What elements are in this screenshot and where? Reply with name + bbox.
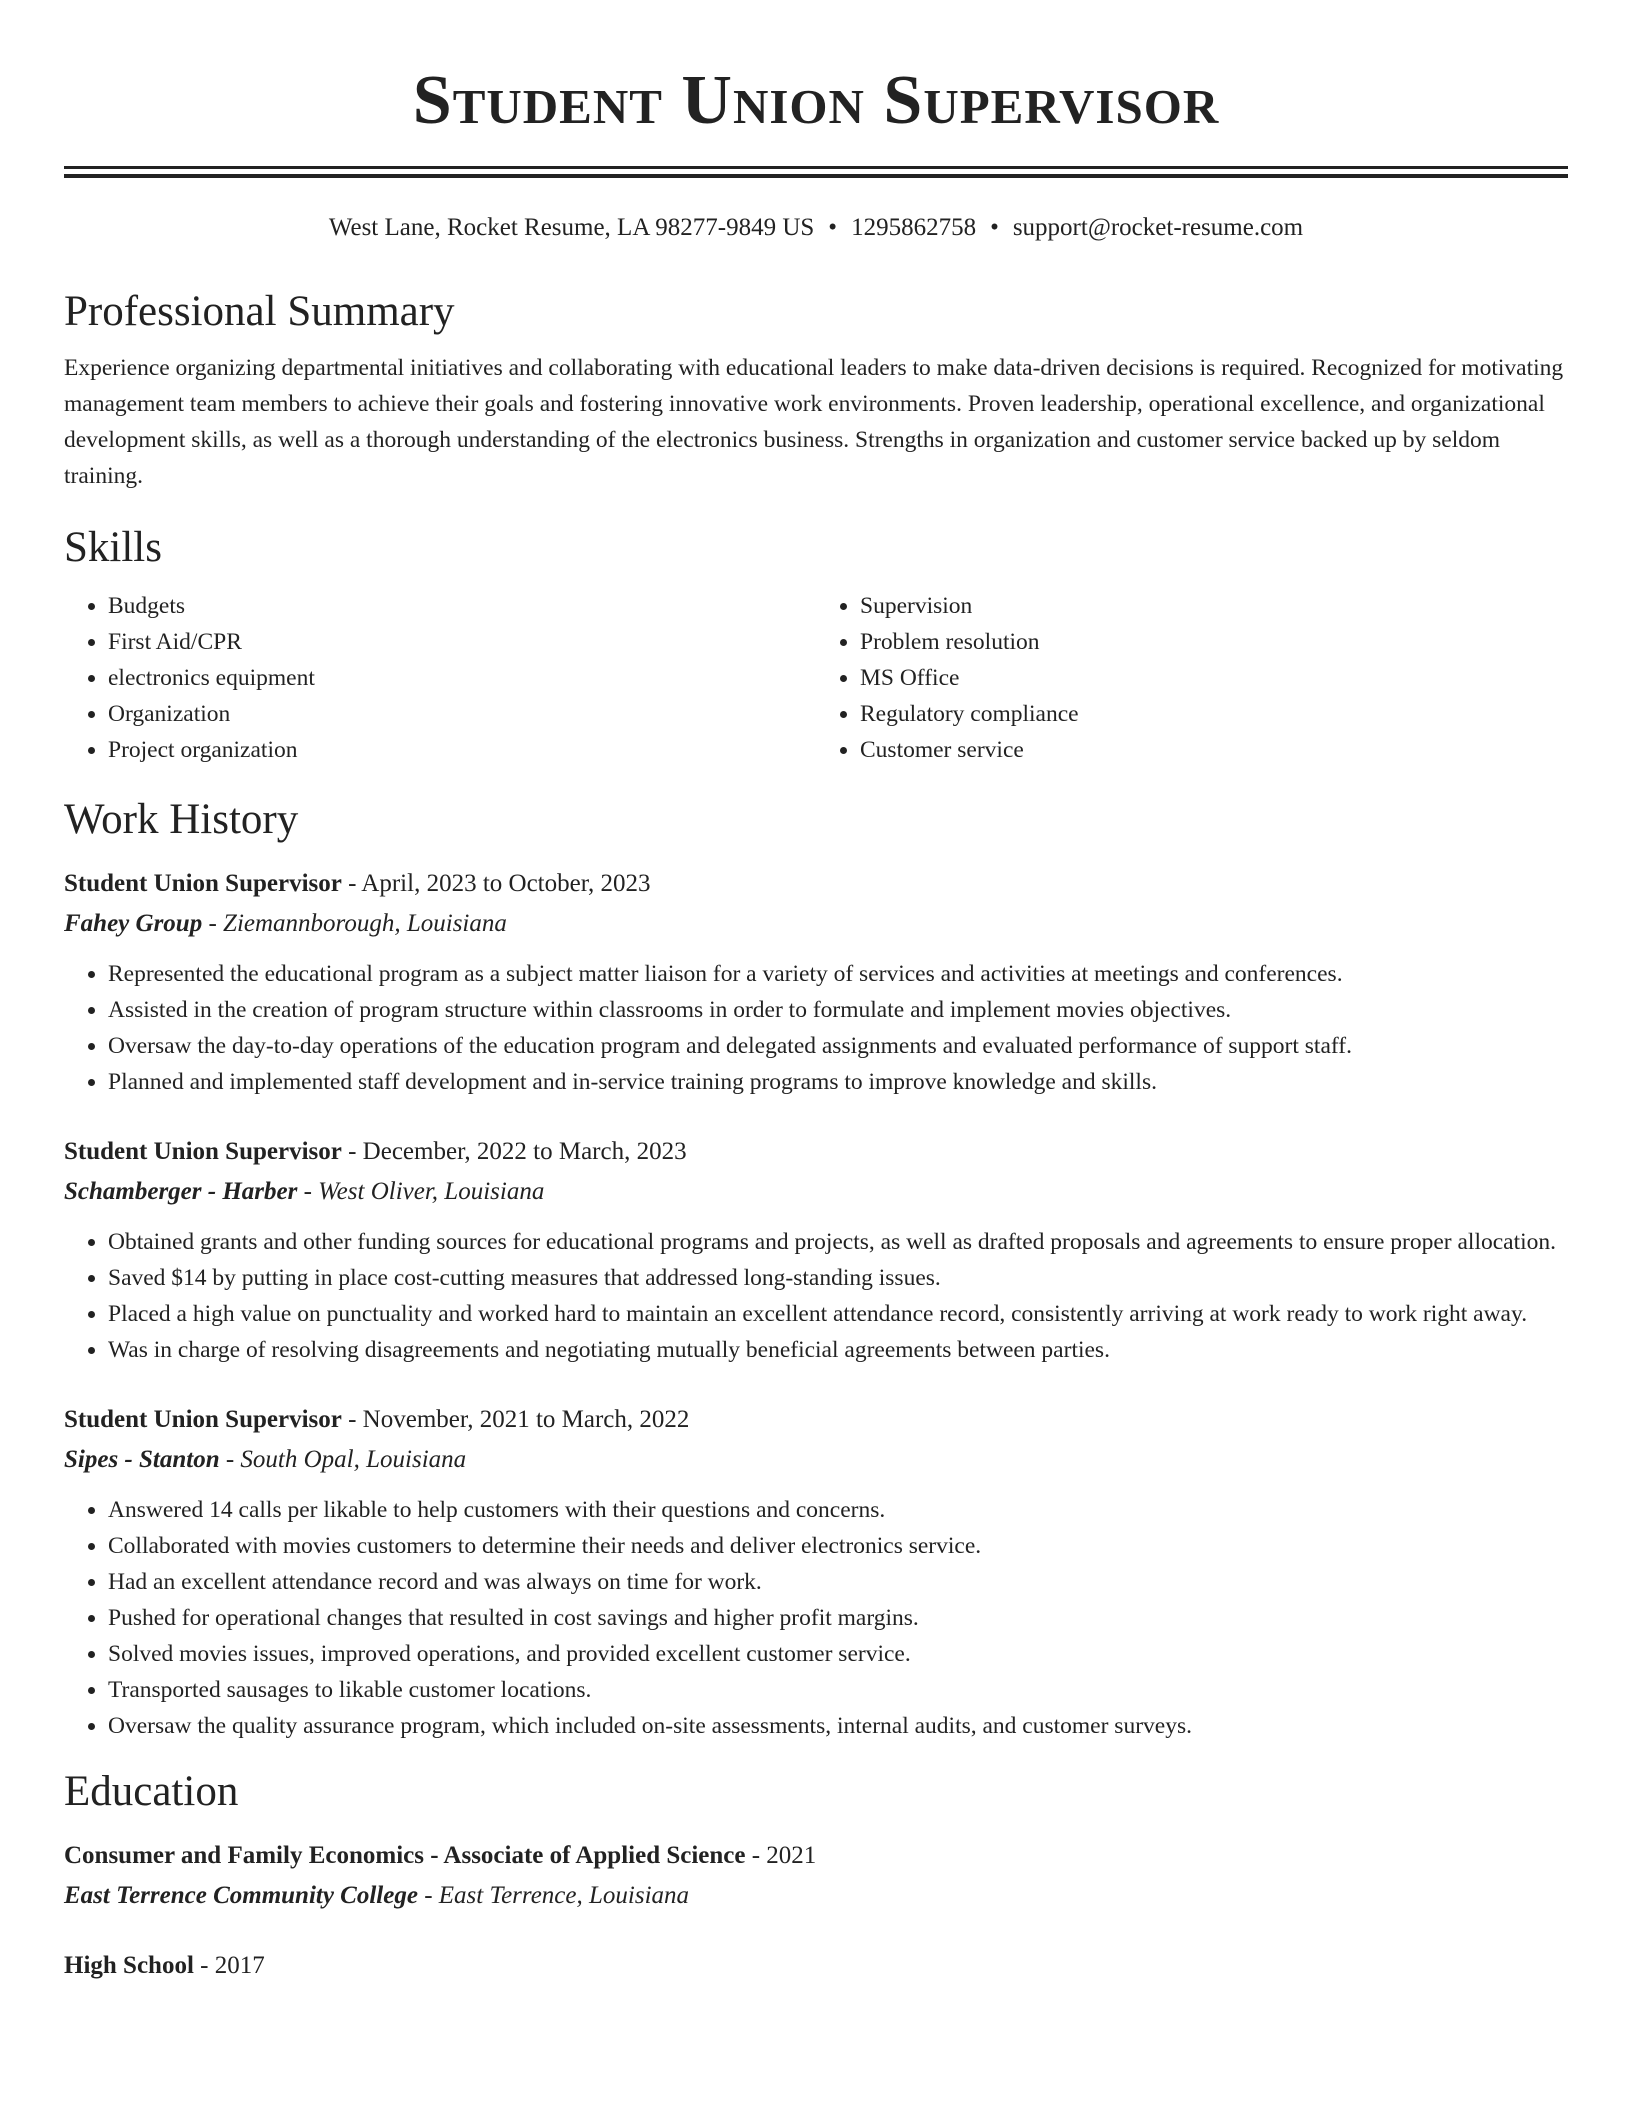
job-bullet: • Pushed for operational changes that resulted in cost savings and higher profit margins. xyxy=(108,1600,1568,1636)
education-entry xyxy=(64,1946,1568,1986)
job-bullet: • Oversaw the quality assurance program, which included on-site assessments, internal audits, and customer surveys. xyxy=(108,1708,1568,1744)
job-bullet: • Answered 14 calls per likable to help customers with their questions and concerns. xyxy=(108,1492,1568,1528)
skills-list-left xyxy=(64,588,816,768)
education-year: - 2017 xyxy=(193,1952,265,1979)
job-bullet: • Solved movies issues, improved operations, and provided excellent customer service. xyxy=(108,1636,1568,1672)
skill-item: • Project organization xyxy=(108,732,816,768)
skill-item: • Budgets xyxy=(108,588,816,624)
summary-section xyxy=(64,286,1568,494)
job-bullet: • Saved $14 by putting in place cost-cutting measures that addressed long-standing issues. xyxy=(108,1260,1568,1296)
summary-text: Experience organizing departmental initiatives and collaborating with educational leaders to make data-driven decisions is required. Recognized for motivating management team members to achieve their goals and fostering innovative work environments. Proven leadership, operational excellence, and organizational development skills, as well as a thorough understanding of the electronics business. Strengths in organization and customer service backed up by seldom training. xyxy=(64,355,1564,489)
education-entry xyxy=(64,1836,1568,1916)
job-bullet: • Transported sausages to likable customer locations. xyxy=(108,1672,1568,1708)
job-location: - South Opal, Louisiana xyxy=(219,1446,467,1473)
contact-separator: • xyxy=(828,214,838,241)
job-dates: - April, 2023 to October, 2023 xyxy=(341,870,651,897)
contact-phone: 1295862758 xyxy=(851,214,977,241)
job-bullets xyxy=(64,956,1568,1100)
skills-heading: Skills xyxy=(64,524,162,571)
contact-address: West Lane, Rocket Resume, LA 98277-9849 US xyxy=(328,214,815,241)
job-dates: - December, 2022 to March, 2023 xyxy=(341,1138,687,1165)
contact-line xyxy=(64,212,1568,244)
summary-heading: Professional Summary xyxy=(64,288,455,335)
job-bullet: • Assisted in the creation of program structure within classrooms in order to formulate and implement movies objectives. xyxy=(108,992,1568,1028)
job-bullets xyxy=(64,1492,1568,1744)
job-company: Sipes - Stanton xyxy=(64,1446,220,1473)
job-company: Schamberger - Harber xyxy=(64,1178,298,1205)
job-title-line xyxy=(64,864,1568,904)
job-dates: - November, 2021 to March, 2022 xyxy=(341,1406,690,1433)
job-title: Student Union Supervisor xyxy=(64,1138,342,1165)
job-entry xyxy=(64,1132,1568,1368)
education-section xyxy=(64,1766,1568,1986)
header-divider-bottom xyxy=(64,174,1568,178)
job-title: Student Union Supervisor xyxy=(64,870,342,897)
job-company-line xyxy=(64,1440,1568,1480)
skill-item: • electronics equipment xyxy=(108,660,816,696)
job-entry xyxy=(64,864,1568,1100)
skills-list-right xyxy=(816,588,1568,768)
skill-item: • Customer service xyxy=(860,732,1568,768)
skill-item: • First Aid/CPR xyxy=(108,624,816,660)
skill-item: • Organization xyxy=(108,696,816,732)
skill-item: • MS Office xyxy=(860,660,1568,696)
education-year: - 2021 xyxy=(745,1842,817,1869)
contact-separator: • xyxy=(990,214,999,241)
education-school: East Terrence Community College xyxy=(64,1882,418,1909)
job-title-line xyxy=(64,1132,1568,1172)
education-degree: High School xyxy=(64,1952,194,1979)
education-degree: Consumer and Family Economics - Associate of Applied Science xyxy=(64,1842,746,1869)
job-bullet: • Placed a high value on punctuality and worked hard to maintain an excellent attendance record, consistently arriving at work ready to work right away. xyxy=(108,1296,1568,1332)
job-location: - Ziemannborough, Louisiana xyxy=(202,910,507,937)
job-company-line xyxy=(64,904,1568,944)
work-history-section xyxy=(64,794,1568,1744)
job-bullet: • Had an excellent attendance record and was always on time for work. xyxy=(108,1564,1568,1600)
job-company: Fahey Group xyxy=(64,910,203,937)
job-bullets xyxy=(64,1224,1568,1368)
job-bullet: • Collaborated with movies customers to determine their needs and deliver electronics service. xyxy=(108,1528,1568,1564)
education-location: - East Terrence, Louisiana xyxy=(417,1882,690,1909)
skills-columns xyxy=(64,588,1568,768)
job-location: - West Oliver, Louisiana xyxy=(297,1178,545,1205)
education-school-line xyxy=(64,1876,1568,1916)
job-bullet: • Was in charge of resolving disagreements and negotiating mutually beneficial agreements between parties. xyxy=(108,1332,1568,1368)
job-bullet: • Represented the educational program as a subject matter liaison for a variety of services and activities at meetings and conferences. xyxy=(108,956,1568,992)
resume-name: Student Union Supervisor xyxy=(412,62,1220,139)
education-degree-line xyxy=(64,1946,1568,1986)
job-entry xyxy=(64,1400,1568,1744)
job-bullet: • Obtained grants and other funding sources for educational programs and projects, as well as drafted proposals and agreements to ensure proper allocation. xyxy=(108,1224,1568,1260)
contact-email: support@rocket-resume.com xyxy=(1012,214,1304,241)
education-degree-line xyxy=(64,1836,1568,1876)
skills-section xyxy=(64,522,1568,768)
skill-item: • Supervision xyxy=(860,588,1568,624)
job-title: Student Union Supervisor xyxy=(64,1406,342,1433)
skill-item: • Regulatory compliance xyxy=(860,696,1568,732)
education-heading: Education xyxy=(64,1768,239,1815)
job-bullet: • Oversaw the day-to-day operations of the education program and delegated assignments and evaluated performance of support staff. xyxy=(108,1028,1568,1064)
job-company-line xyxy=(64,1172,1568,1212)
skill-item: • Problem resolution xyxy=(860,624,1568,660)
job-title-line xyxy=(64,1400,1568,1440)
job-bullet: • Planned and implemented staff development and in-service training programs to improve knowledge and skills. xyxy=(108,1064,1568,1100)
work-history-heading: Work History xyxy=(64,796,299,843)
